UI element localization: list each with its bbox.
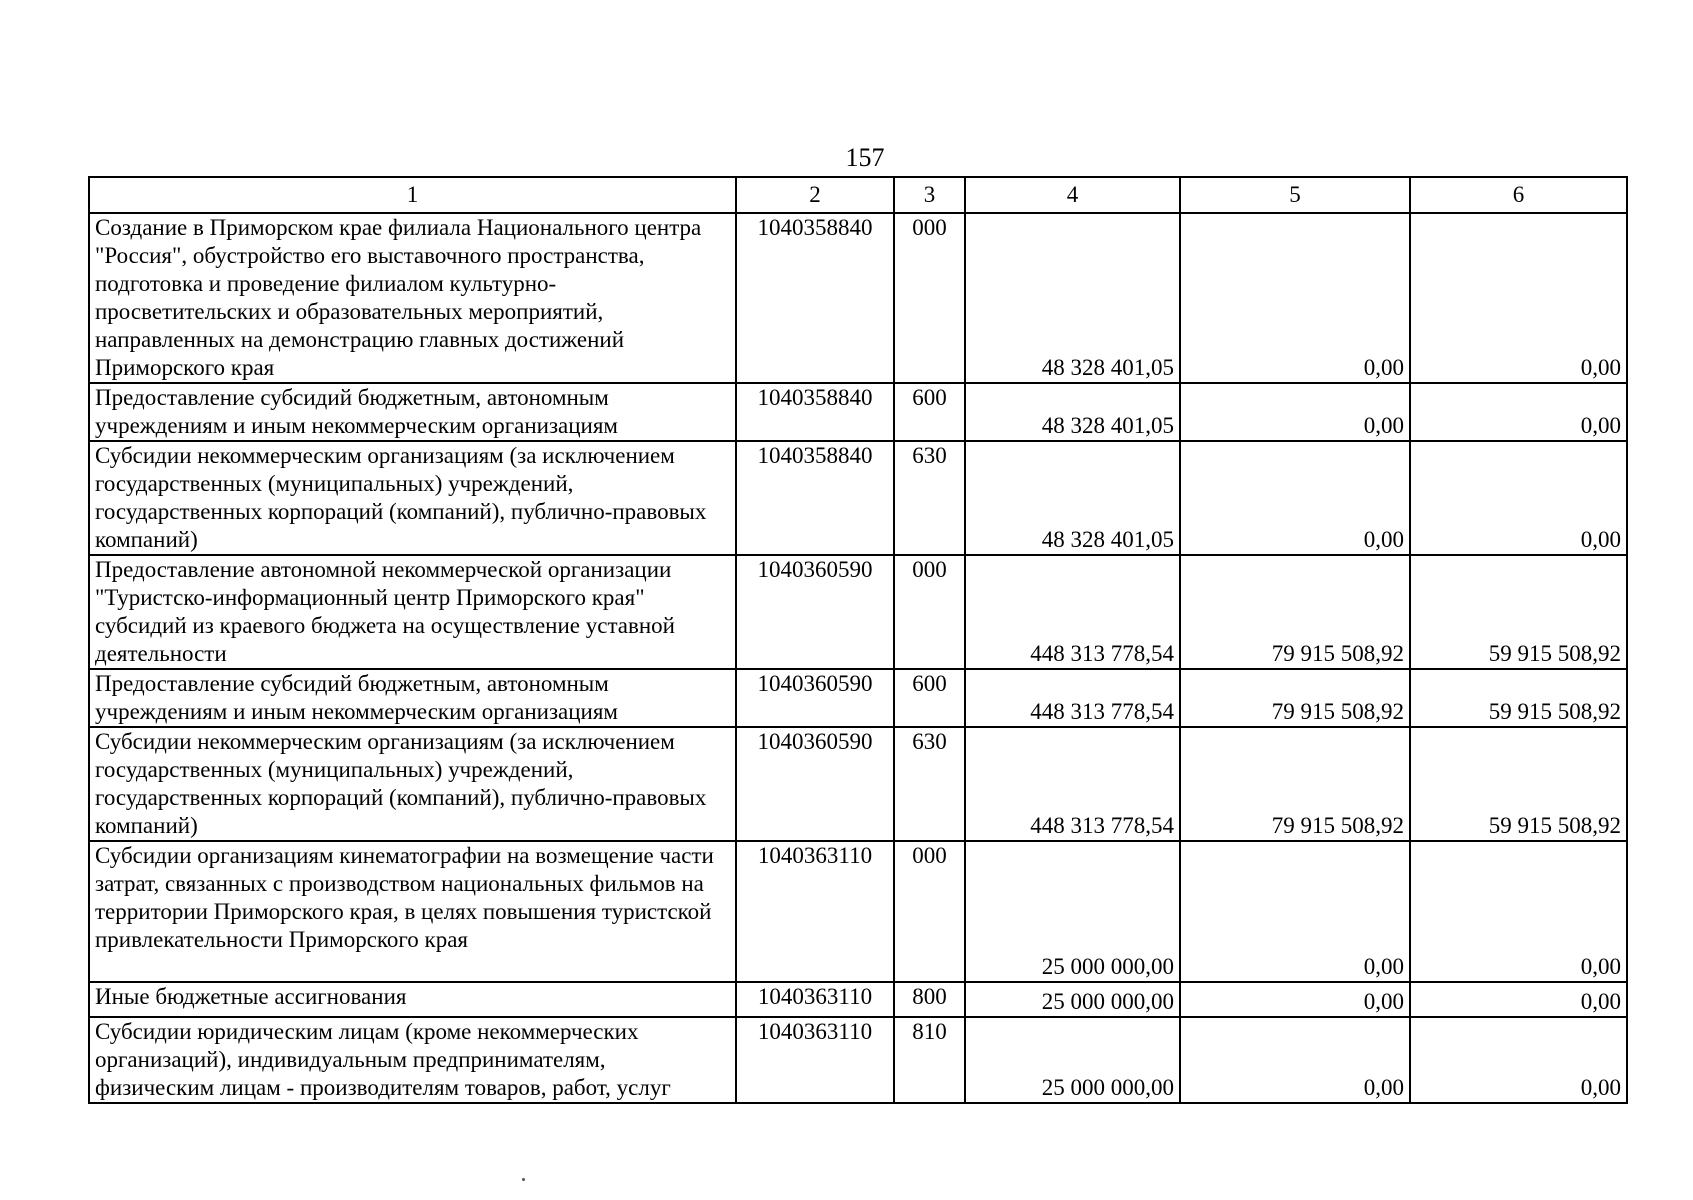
amount-col4: 25 000 000,00 xyxy=(965,841,1180,982)
expense-type-code: 000 xyxy=(894,555,965,669)
amount-col5: 0,00 xyxy=(1180,1017,1410,1103)
amount-col6: 0,00 xyxy=(1410,213,1627,383)
amount-col5: 79 915 508,92 xyxy=(1180,555,1410,669)
target-code: 1040360590 xyxy=(736,555,894,669)
target-code: 1040363110 xyxy=(736,982,894,1017)
table-row xyxy=(89,982,1627,1017)
column-header-4: 4 xyxy=(965,177,1180,213)
amount-col6: 0,00 xyxy=(1410,982,1627,1017)
amount-col4: 448 313 778,54 xyxy=(965,669,1180,727)
expense-type-code: 810 xyxy=(894,1017,965,1103)
table-row xyxy=(89,383,1627,441)
target-code: 1040358840 xyxy=(736,383,894,441)
expense-type-code: 630 xyxy=(894,441,965,555)
column-header-6: 6 xyxy=(1410,177,1627,213)
target-code: 1040363110 xyxy=(736,1017,894,1103)
target-code: 1040360590 xyxy=(736,669,894,727)
target-code: 1040358840 xyxy=(736,213,894,383)
expense-type-code: 800 xyxy=(894,982,965,1017)
expense-name: Создание в Приморском крае филиала Национального центра "Россия", обустройство его выставочного пространства, подготовка и проведение филиалом культурно-просветительских и образовательных мероприятий, направленных на демонстрацию главных достижений Приморского края xyxy=(89,213,736,383)
amount-col5: 0,00 xyxy=(1180,841,1410,982)
expense-type-code: 000 xyxy=(894,213,965,383)
target-code: 1040360590 xyxy=(736,727,894,841)
amount-col4: 25 000 000,00 xyxy=(965,982,1180,1017)
column-header-3: 3 xyxy=(894,177,965,213)
amount-col6: 59 915 508,92 xyxy=(1410,555,1627,669)
expense-name: Субсидии организациям кинематографии на возмещение части затрат, связанных с производством национальных фильмов на территории Приморского края, в целях повышения туристской привлекательности Приморского края xyxy=(89,841,736,982)
amount-col5: 0,00 xyxy=(1180,441,1410,555)
expense-type-code: 600 xyxy=(894,383,965,441)
amount-col6: 0,00 xyxy=(1410,841,1627,982)
expense-name: Иные бюджетные ассигнования xyxy=(89,982,736,1017)
table-row xyxy=(89,213,1627,383)
table-row xyxy=(89,727,1627,841)
amount-col4: 48 328 401,05 xyxy=(965,441,1180,555)
table-row xyxy=(89,555,1627,669)
expense-name: Субсидии некоммерческим организациям (за исключением государственных (муниципальных) учреждений, государственных корпораций (компаний), публично-правовых компаний) xyxy=(89,727,736,841)
header-row xyxy=(89,177,1627,213)
amount-col5: 79 915 508,92 xyxy=(1180,727,1410,841)
scan-speck xyxy=(522,1178,525,1181)
column-header-5: 5 xyxy=(1180,177,1410,213)
table-row xyxy=(89,669,1627,727)
amount-col4: 48 328 401,05 xyxy=(965,213,1180,383)
amount-col4: 448 313 778,54 xyxy=(965,555,1180,669)
expense-type-code: 630 xyxy=(894,727,965,841)
amount-col5: 79 915 508,92 xyxy=(1180,669,1410,727)
column-header-1: 1 xyxy=(89,177,736,213)
amount-col6: 0,00 xyxy=(1410,1017,1627,1103)
expense-name: Субсидии юридическим лицам (кроме некоммерческих организаций), индивидуальным предпринимателям, физическим лицам - производителям товаров, работ, услуг xyxy=(89,1017,736,1103)
amount-col5: 0,00 xyxy=(1180,213,1410,383)
amount-col5: 0,00 xyxy=(1180,982,1410,1017)
amount-col5: 0,00 xyxy=(1180,383,1410,441)
column-header-2: 2 xyxy=(736,177,894,213)
expense-type-code: 600 xyxy=(894,669,965,727)
expense-name: Предоставление субсидий бюджетным, автономным учреждениям и иным некоммерческим организациям xyxy=(89,383,736,441)
amount-col6: 0,00 xyxy=(1410,383,1627,441)
target-code: 1040363110 xyxy=(736,841,894,982)
expense-name: Субсидии некоммерческим организациям (за исключением государственных (муниципальных) учреждений, государственных корпораций (компаний), публично-правовых компаний) xyxy=(89,441,736,555)
expense-name: Предоставление автономной некоммерческой организации "Туристско-информационный центр Приморского края" субсидий из краевого бюджета на осуществление уставной деятельности xyxy=(89,555,736,669)
expense-type-code: 000 xyxy=(894,841,965,982)
target-code: 1040358840 xyxy=(736,441,894,555)
amount-col6: 59 915 508,92 xyxy=(1410,669,1627,727)
amount-col6: 59 915 508,92 xyxy=(1410,727,1627,841)
table-row xyxy=(89,1017,1627,1103)
page-number: 157 xyxy=(845,143,885,172)
expense-name: Предоставление субсидий бюджетным, автономным учреждениям и иным некоммерческим организациям xyxy=(89,669,736,727)
amount-col4: 25 000 000,00 xyxy=(965,1017,1180,1103)
table-row xyxy=(89,441,1627,555)
amount-col4: 448 313 778,54 xyxy=(965,727,1180,841)
table-row xyxy=(89,841,1627,982)
amount-col4: 48 328 401,05 xyxy=(965,383,1180,441)
amount-col6: 0,00 xyxy=(1410,441,1627,555)
budget-table xyxy=(88,176,1628,1104)
